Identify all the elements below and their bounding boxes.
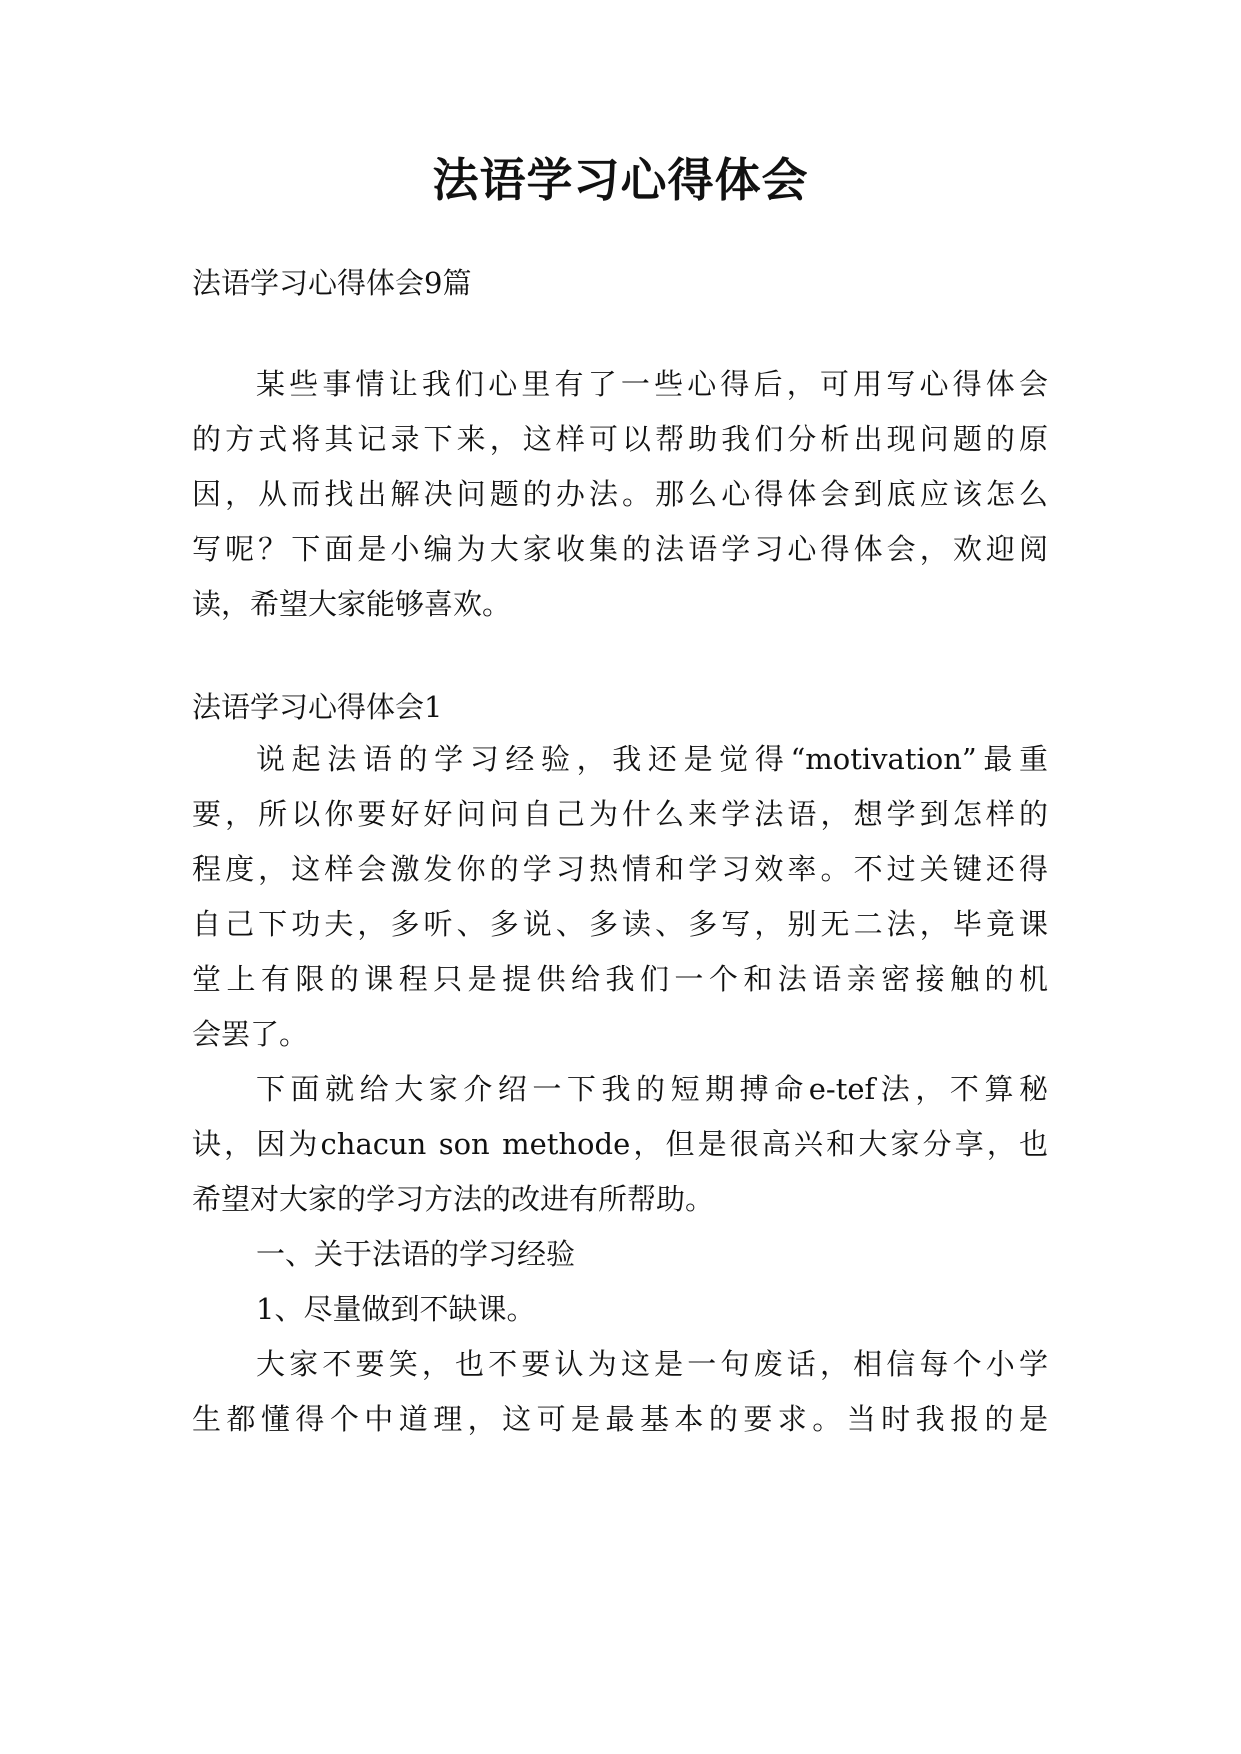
- list-item: 1、尽量做到不缺课。: [256, 1292, 536, 1326]
- document-subtitle: 法语学习心得体会9篇: [192, 266, 472, 300]
- intro-line: 写呢？下面是小编为大家收集的法语学习心得体会，欢迎阅: [192, 532, 1048, 566]
- paragraph-line: 大家不要笑，也不要认为这是一句废话，相信每个小学: [256, 1347, 1048, 1381]
- intro-line: 读，希望大家能够喜欢。: [192, 587, 512, 621]
- paragraph-line: 要，所以你要好好问问自己为什么来学法语，想学到怎样的: [192, 797, 1048, 831]
- paragraph-line: 说起法语的学习经验，我还是觉得“motivation”最重: [256, 742, 1048, 776]
- paragraph-line: 自己下功夫，多听、多说、多读、多写，别无二法，毕竟课: [192, 907, 1048, 941]
- paragraph-line: 堂上有限的课程只是提供给我们一个和法语亲密接触的机: [192, 962, 1048, 996]
- paragraph-line: 生都懂得个中道理，这可是最基本的要求。当时我报的是: [192, 1402, 1048, 1436]
- subsection-heading: 一、关于法语的学习经验: [256, 1237, 576, 1271]
- intro-line: 的方式将其记录下来，这样可以帮助我们分析出现问题的原: [192, 422, 1048, 456]
- paragraph-line: 程度，这样会激发你的学习热情和学习效率。不过关键还得: [192, 852, 1048, 886]
- intro-line: 某些事情让我们心里有了一些心得后，可用写心得体会: [256, 367, 1048, 401]
- paragraph-line: 希望对大家的学习方法的改进有所帮助。: [192, 1182, 715, 1216]
- document-title: 法语学习心得体会: [432, 153, 809, 207]
- paragraph-line: 会罢了。: [192, 1017, 309, 1051]
- section-heading: 法语学习心得体会1: [192, 690, 443, 724]
- intro-line: 因，从而找出解决问题的办法。那么心得体会到底应该怎么: [192, 477, 1048, 511]
- paragraph-line: 下面就给大家介绍一下我的短期搏命e-tef法，不算秘: [256, 1072, 1048, 1106]
- paragraph-line: 诀，因为chacun son methode，但是很高兴和大家分享，也: [192, 1127, 1048, 1161]
